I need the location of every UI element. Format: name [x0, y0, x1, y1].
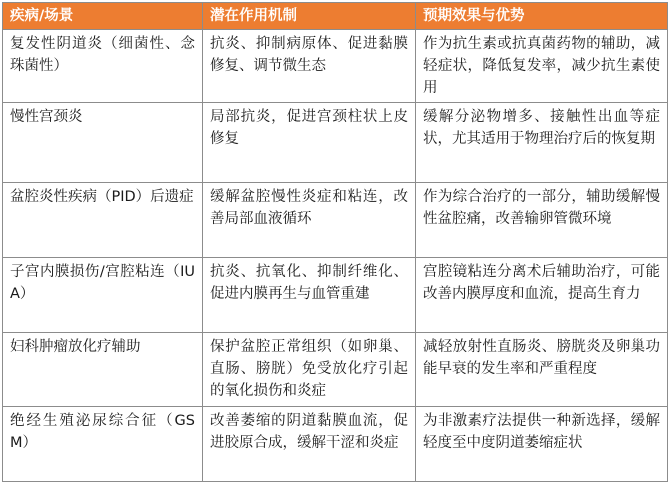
condition-cell: 盆腔炎性疾病（PID）后遗症: [3, 183, 203, 258]
condition-cell: 绝经生殖泌尿综合征（GSM）: [3, 407, 203, 482]
effect-cell: 缓解分泌物增多、接触性出血等症状，尤其适用于物理治疗后的恢复期: [416, 102, 668, 183]
table-row: [3, 407, 668, 482]
mechanism-cell: 保护盆腔正常组织（如卵巢、直肠、膀胱）免受放化疗引起的氧化损伤和炎症: [203, 332, 416, 407]
condition-cell: 妇科肿瘤放化疗辅助: [3, 332, 203, 407]
effect-cell: 为非激素疗法提供一种新选择，缓解轻度至中度阴道萎缩症状: [416, 407, 668, 482]
effect-cell: 作为抗生素或抗真菌药物的辅助，减轻症状，降低复发率，减少抗生素使用: [416, 30, 668, 103]
table-row: [3, 30, 668, 103]
mechanism-cell: 抗炎、抗氧化、抑制纤维化、促进内膜再生与血管重建: [203, 258, 416, 333]
effect-cell: 作为综合治疗的一部分，辅助缓解慢性盆腔痛，改善输卵管微环境: [416, 183, 668, 258]
treatment-table-container: [2, 2, 667, 482]
mechanism-cell: 改善萎缩的阴道黏膜血流，促进胶原合成，缓解干涩和炎症: [203, 407, 416, 482]
treatment-table: [2, 2, 668, 482]
header-row: [3, 3, 668, 30]
condition-cell: 复发性阴道炎（细菌性、念珠菌性）: [3, 30, 203, 103]
effect-cell: 宫腔镜粘连分离术后辅助治疗，可能改善内膜厚度和血流，提高生育力: [416, 258, 668, 333]
condition-cell: 慢性宫颈炎: [3, 102, 203, 183]
header-effect: 预期效果与优势: [416, 3, 668, 30]
mechanism-cell: 局部抗炎，促进宫颈柱状上皮修复: [203, 102, 416, 183]
effect-cell: 减轻放射性直肠炎、膀胱炎及卵巢功能早衰的发生率和严重程度: [416, 332, 668, 407]
condition-cell: 子宫内膜损伤/宫腔粘连（IUA）: [3, 258, 203, 333]
table-row: [3, 183, 668, 258]
mechanism-cell: 抗炎、抑制病原体、促进黏膜修复、调节微生态: [203, 30, 416, 103]
table-row: [3, 258, 668, 333]
mechanism-cell: 缓解盆腔慢性炎症和粘连，改善局部血液循环: [203, 183, 416, 258]
table-row: [3, 332, 668, 407]
header-condition: 疾病/场景: [3, 3, 203, 30]
table-row: [3, 102, 668, 183]
header-mechanism: 潜在作用机制: [203, 3, 416, 30]
